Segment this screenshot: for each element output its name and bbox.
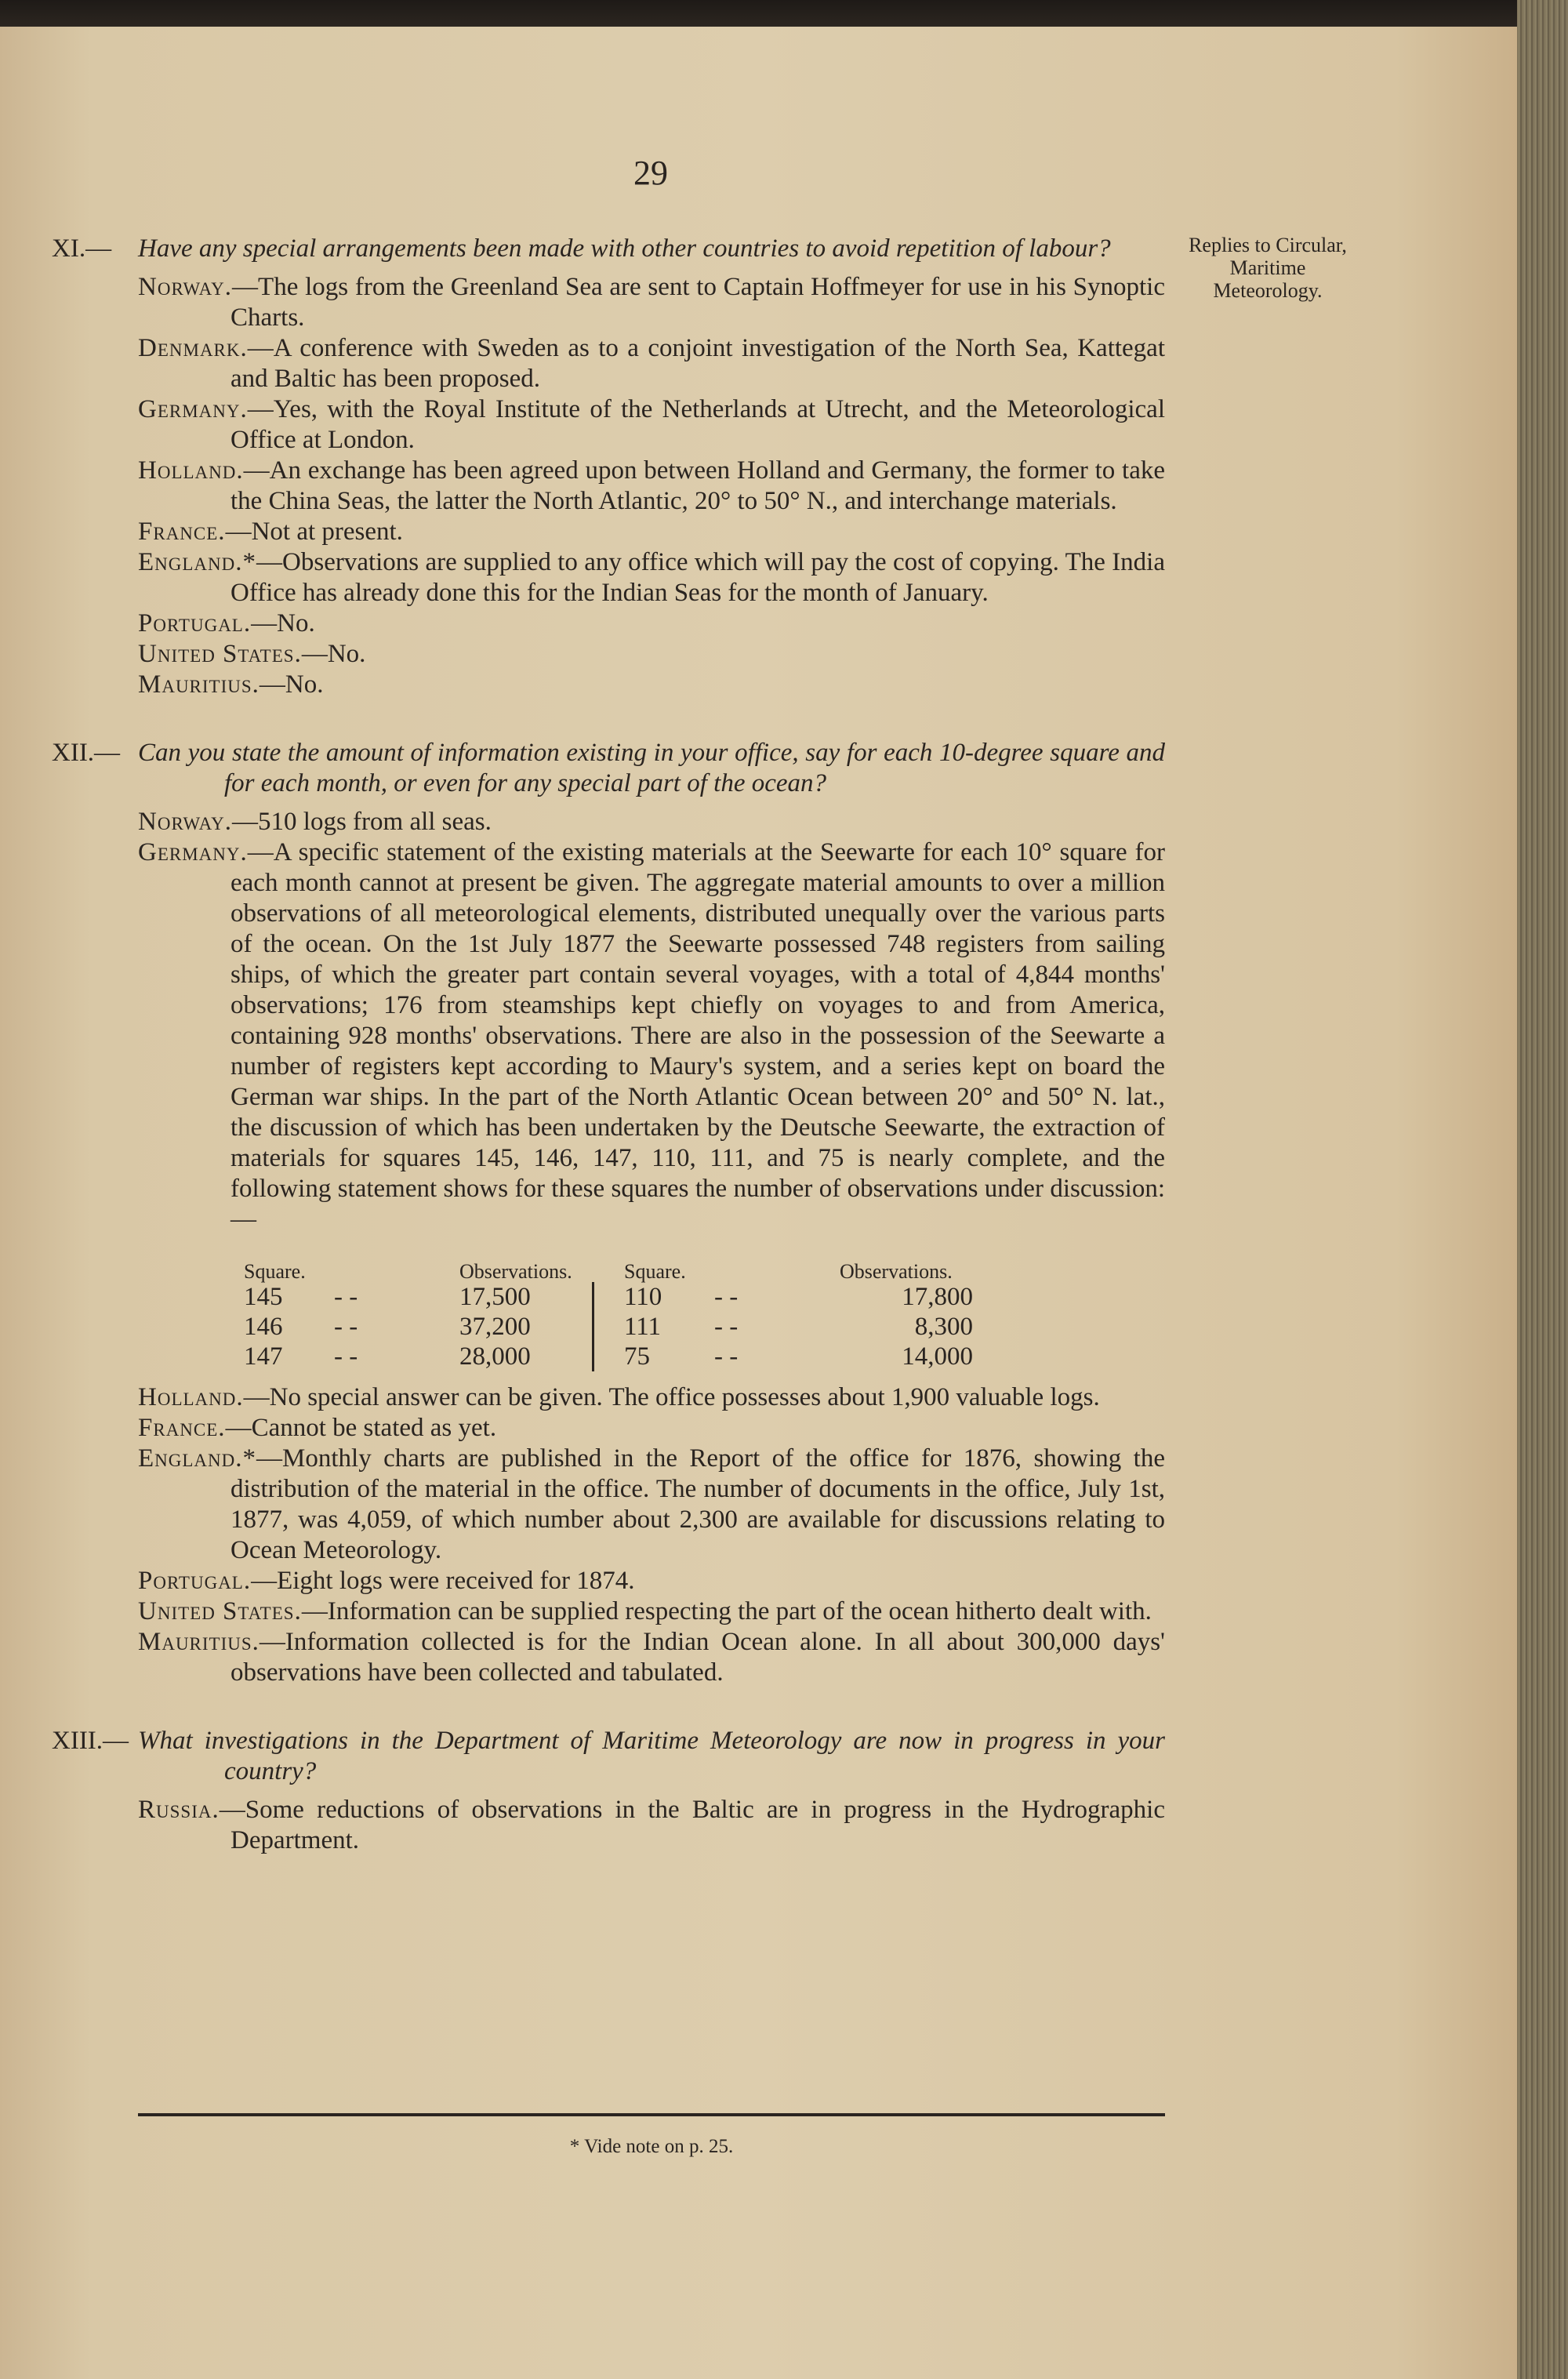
question-xi	[138, 234, 1165, 264]
answer-text: —Eight logs were received for 1874.	[251, 1567, 635, 1595]
answer-text: —Information can be supplied respecting the part of the ocean hitherto dealt with.	[301, 1597, 1152, 1625]
table-row	[244, 1282, 973, 1312]
table-row	[244, 1312, 973, 1342]
square-cell: 145	[244, 1283, 283, 1311]
observations-cell: 14,000	[902, 1342, 973, 1371]
column-divider	[593, 1342, 624, 1371]
answer-entry	[138, 272, 1165, 333]
answer-text: —Yes, with the Royal Institute of the Netherlands at Utrecht, and the Meteorological Office at London.	[230, 395, 1165, 454]
column-header-square: Square.	[624, 1260, 686, 1283]
country-name: Mauritius.	[138, 670, 260, 699]
country-name: Mauritius.	[138, 1628, 260, 1656]
scan-top-border	[0, 0, 1517, 27]
answer-entry	[138, 639, 1165, 670]
page-number: 29	[633, 154, 668, 192]
answer-entry	[138, 807, 1165, 837]
table-row	[244, 1342, 973, 1371]
answer-text: —A specific statement of the existing materials at the Seewarte for each 10° square for each month cannot at present be given. The aggregate material amounts to over a million observations of all meteorological elements, distributed unequally over the various parts of the ocean. On the 1st July 1877 the Seewarte possessed 748 registers from sailing ships, of which the greater part contain several voyages, with a total of 4,844 months' observations; 176 from steamships kept chiefly on voyages to and from America, containing 928 months' observations. There are also in the possession of the Seewarte a number of registers kept according to Maury's system, and a series kept on board the German war ships. In the part of the North Atlantic Ocean between 20° and 50° N. lat., the discussion of which has been undertaken by the Deutsche Seewarte, the extraction of materials for squares 145, 146, 147, 110, 111, and 75 is nearly complete, and the following statement shows for these squares the number of observations under discussion:—	[230, 838, 1165, 1233]
country-name: United States.	[138, 1597, 302, 1625]
answer-text: —Some reductions of observations in the Baltic are in progress in the Hydrographic Department.	[219, 1796, 1165, 1854]
answer-text: —Monthly charts are published in the Report of the office for 1876, showing the distribution of the material in the office. The number of documents in the office, July 1st, 1877, was 4,059, of which number about 2,300 are available for discussions relating to Ocean Meteorology.	[230, 1444, 1165, 1564]
observations-table	[244, 1262, 973, 1371]
answer-entry	[138, 456, 1165, 517]
book-page-edges	[1517, 0, 1568, 2379]
question-xiii	[138, 1726, 1165, 1787]
square-cell: 146	[244, 1313, 283, 1341]
section-xiii	[138, 1726, 1165, 1856]
answer-text: —No.	[251, 609, 315, 637]
leader-dashes: - -	[334, 1313, 358, 1341]
observations-cell: 28,000	[459, 1342, 531, 1371]
answer-text: —No special answer can be given. The office possesses about 1,900 valuable logs.	[243, 1383, 1100, 1411]
country-name: Denmark.	[138, 334, 248, 362]
page-body	[138, 234, 1165, 1894]
margin-note: Replies to Circular, Maritime Meteorology.	[1189, 234, 1347, 302]
answer-entry	[138, 1382, 1165, 1413]
country-name: Russia.	[138, 1796, 220, 1824]
answer-text: —510 logs from all seas.	[232, 808, 492, 836]
column-divider	[593, 1312, 624, 1342]
answer-entry	[138, 608, 1165, 639]
leader-dashes: - -	[714, 1283, 739, 1311]
country-name: France.	[138, 518, 226, 546]
country-name: England.*	[138, 1444, 257, 1473]
country-name: Norway.	[138, 808, 233, 836]
answer-entry	[138, 394, 1165, 456]
square-cell: 110	[624, 1283, 662, 1311]
answer-text: —Information collected is for the Indian Ocean alone. In all about 300,000 days' observations have been collected and tabulated.	[230, 1628, 1165, 1687]
observations-cell: 17,800	[902, 1283, 973, 1311]
leader-dashes: - -	[714, 1313, 739, 1341]
answer-text: —Cannot be stated as yet.	[225, 1414, 497, 1442]
table-header-row	[244, 1262, 973, 1282]
leader-dashes: - -	[714, 1342, 739, 1371]
country-name: Norway.	[138, 273, 233, 301]
answer-entry	[138, 1795, 1165, 1856]
square-cell: 111	[624, 1313, 662, 1341]
answer-text: —Observations are supplied to any office which will pay the cost of copying. The India Office has already done this for the Indian Seas for the month of January.	[230, 548, 1165, 607]
answer-entry	[138, 517, 1165, 547]
country-name: Germany.	[138, 838, 248, 866]
question-text: Have any special arrangements been made with other countries to avoid repetition of labour?	[138, 234, 1111, 263]
answer-text: —No.	[301, 640, 366, 668]
answer-entry	[138, 333, 1165, 394]
square-cell: 75	[624, 1342, 650, 1371]
answer-entry	[138, 1444, 1165, 1566]
section-xii	[138, 738, 1165, 1688]
answer-entry	[138, 1596, 1165, 1627]
observations-cell: 37,200	[459, 1313, 531, 1341]
answer-text: —An exchange has been agreed upon between Holland and Germany, the former to take the China Seas, the latter the North Atlantic, 20° to 50° N., and interchange materials.	[230, 456, 1165, 515]
country-name: England.*	[138, 548, 257, 576]
answer-text: —The logs from the Greenland Sea are sent to Captain Hoffmeyer for use in his Synoptic Charts.	[230, 273, 1165, 332]
column-header-observations: Observations.	[459, 1260, 572, 1283]
square-cell: 147	[244, 1342, 283, 1371]
country-name: Portugal.	[138, 1567, 252, 1595]
column-divider	[593, 1282, 624, 1312]
answer-entry	[138, 547, 1165, 608]
section-xi	[138, 234, 1165, 700]
footnote: * Vide note on p. 25.	[569, 2136, 734, 2157]
footnote-rule	[138, 2113, 1165, 2116]
answer-entry	[138, 1566, 1165, 1596]
answer-text: —Not at present.	[225, 518, 403, 546]
country-name: Holland.	[138, 1383, 244, 1411]
question-text: Can you state the amount of information existing in your office, say for each 10-degree square and for each month, or even for any special part of the ocean?	[138, 739, 1165, 797]
country-name: Germany.	[138, 395, 248, 423]
country-name: United States.	[138, 640, 302, 668]
column-header-square: Square.	[244, 1260, 306, 1283]
answer-entry	[138, 670, 1165, 700]
country-name: Holland.	[138, 456, 244, 485]
answer-text: —A conference with Sweden as to a conjoint investigation of the North Sea, Kattegat and Baltic has been proposed.	[230, 334, 1165, 393]
answer-entry	[138, 837, 1165, 1235]
country-name: Portugal.	[138, 609, 252, 637]
leader-dashes: - -	[334, 1283, 358, 1311]
answer-text: —No.	[259, 670, 324, 699]
observations-cell: 17,500	[459, 1283, 531, 1311]
country-name: France.	[138, 1414, 226, 1442]
leader-dashes: - -	[334, 1342, 358, 1371]
question-xii	[138, 738, 1165, 799]
observations-cell: 8,300	[914, 1313, 973, 1341]
column-header-observations: Observations.	[840, 1260, 953, 1283]
question-text: What investigations in the Department of Maritime Meteorology are now in progress in your country?	[138, 1727, 1165, 1785]
answer-entry	[138, 1627, 1165, 1688]
answer-entry	[138, 1413, 1165, 1444]
